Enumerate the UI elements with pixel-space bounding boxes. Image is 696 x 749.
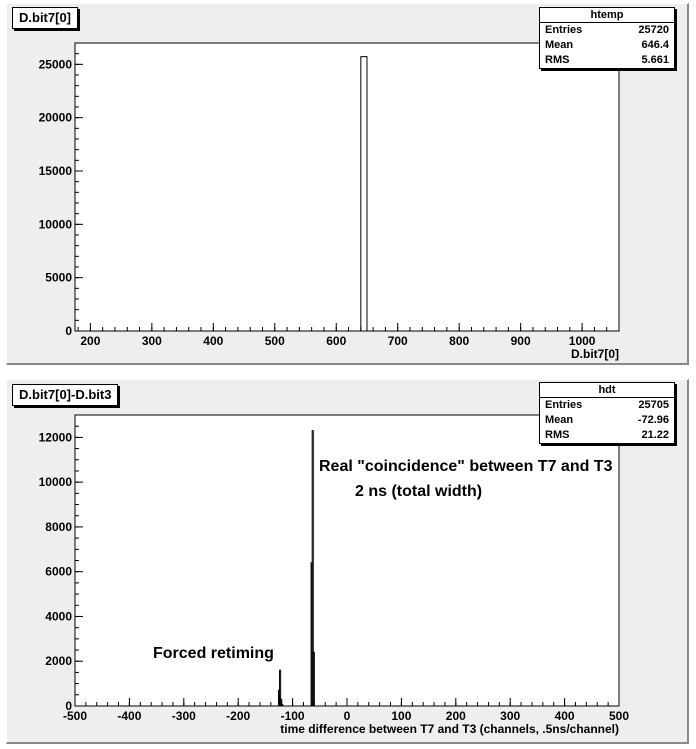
y-tick-label: 0 bbox=[65, 699, 72, 713]
x-tick-label: 400 bbox=[554, 709, 575, 723]
stats-value: 5.661 bbox=[641, 54, 669, 66]
upper-plot-title: D.bit7[0] bbox=[12, 7, 78, 29]
y-tick-label: 0 bbox=[65, 324, 72, 338]
stats-row-rms bbox=[540, 53, 674, 68]
stats-label: Mean bbox=[545, 414, 574, 426]
stats-value: 646.4 bbox=[641, 39, 669, 51]
x-tick-label: 200 bbox=[80, 334, 101, 348]
x-tick-label: 500 bbox=[264, 334, 285, 348]
x-tick-label: -400 bbox=[117, 709, 142, 723]
stats-label: RMS bbox=[545, 54, 570, 66]
y-tick-label: 4000 bbox=[45, 609, 72, 624]
lower-plot-title: D.bit7[0]-D.bit3 bbox=[12, 384, 118, 406]
stats-value: 25720 bbox=[638, 24, 669, 36]
stats-label: Mean bbox=[545, 39, 574, 51]
x-tick-label: 500 bbox=[608, 709, 630, 723]
x-tick-label: 800 bbox=[449, 334, 470, 348]
x-axis-label: time difference between T7 and T3 (channels, .5ns/channel) bbox=[280, 722, 619, 736]
stats-row-entries bbox=[540, 23, 674, 38]
y-tick-label: 25000 bbox=[38, 57, 72, 72]
x-tick-label: -100 bbox=[280, 709, 305, 723]
x-tick-label: 300 bbox=[500, 709, 521, 723]
upper-stats-box bbox=[539, 7, 675, 69]
x-tick-label: 100 bbox=[391, 709, 412, 723]
stats-row-mean bbox=[540, 38, 674, 53]
stats-label: Entries bbox=[545, 399, 583, 411]
y-tick-label: 10000 bbox=[38, 217, 72, 232]
x-tick-label: 600 bbox=[326, 334, 347, 348]
annotation-coincidence: Real "coincidence" between T7 and T3 bbox=[319, 458, 613, 475]
stats-value: -72.96 bbox=[637, 414, 669, 426]
y-tick-label: 10000 bbox=[38, 475, 72, 490]
stats-label: RMS bbox=[545, 429, 570, 441]
stats-row-entries bbox=[540, 398, 674, 413]
stats-label: Entries bbox=[545, 24, 583, 36]
x-tick-label: 900 bbox=[510, 334, 531, 348]
x-tick-label: -300 bbox=[171, 709, 196, 723]
stats-name: htemp bbox=[540, 8, 674, 23]
x-tick-label: 400 bbox=[203, 334, 224, 348]
x-tick-label: 0 bbox=[343, 709, 351, 723]
stats-row-mean bbox=[540, 413, 674, 428]
stats-name: hdt bbox=[540, 383, 674, 398]
x-tick-label: 1000 bbox=[568, 334, 596, 348]
stats-value: 21.22 bbox=[641, 429, 669, 441]
y-tick-label: 15000 bbox=[38, 164, 72, 178]
x-tick-label: 700 bbox=[387, 334, 408, 348]
annotation-width: 2 ns (total width) bbox=[355, 483, 483, 500]
x-tick-label: -200 bbox=[226, 709, 251, 723]
x-tick-label: 200 bbox=[445, 709, 466, 723]
x-tick-label: 300 bbox=[141, 334, 162, 348]
x-tick-label: -500 bbox=[62, 709, 88, 723]
y-tick-label: 6000 bbox=[45, 564, 72, 579]
lower-stats-box bbox=[539, 382, 675, 444]
annotation-retiming: Forced retiming bbox=[153, 645, 274, 662]
y-tick-label: 12000 bbox=[38, 430, 72, 445]
y-tick-label: 20000 bbox=[38, 110, 72, 125]
stats-value: 25705 bbox=[638, 399, 669, 411]
y-tick-label: 5000 bbox=[45, 270, 72, 285]
y-tick-label: 8000 bbox=[45, 519, 72, 534]
y-tick-label: 2000 bbox=[45, 654, 72, 669]
stats-row-rms bbox=[540, 428, 674, 443]
x-axis-label: D.bit7[0] bbox=[571, 347, 619, 361]
